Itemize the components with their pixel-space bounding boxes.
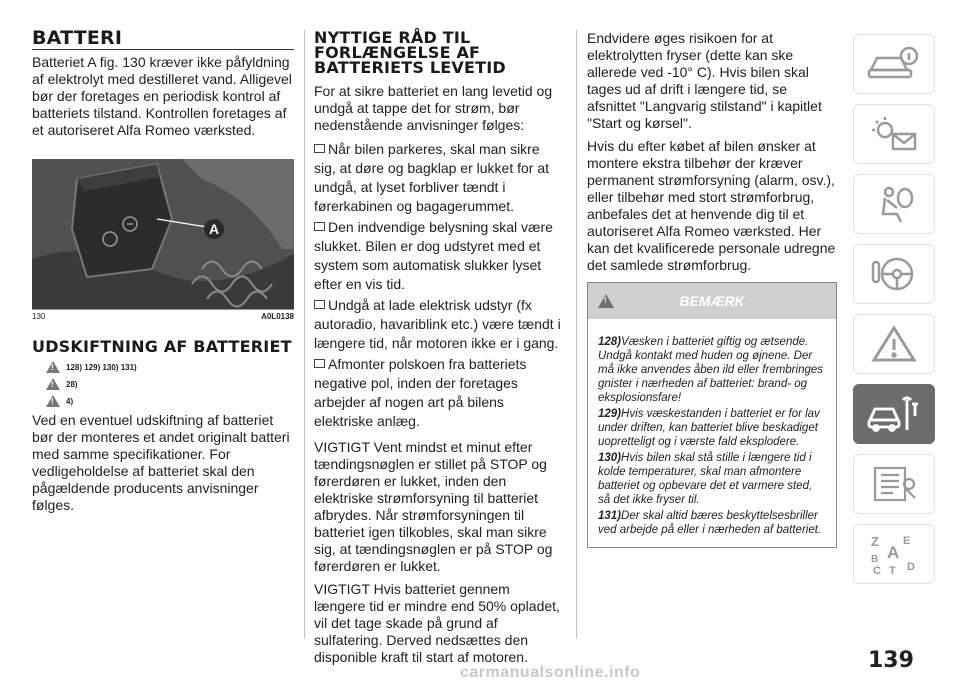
section-heading-tips: NYTTIGE RÅD TIL FORLÆNGELSE AF BATTERIETS LEVETID <box>314 28 506 77</box>
dashboard-lights-icon <box>867 114 921 154</box>
bullet-box-icon <box>314 222 325 231</box>
section-heading-battery: BATTERI <box>32 30 294 50</box>
svg-text:E: E <box>903 535 911 547</box>
svg-text:B: B <box>871 554 879 565</box>
starting-driving-icon <box>867 254 921 294</box>
column-right <box>587 30 837 548</box>
column-divider <box>576 30 577 638</box>
warning-ref-text: 4) <box>66 396 74 406</box>
warning-ref-text: 28) <box>66 379 78 389</box>
note-text: Hvis bilen skal stå stille i længere tid i kolde temperaturer, skal man afmontere batteriet og opbevare det et varmere sted, så det ikke fryser til. <box>598 452 813 506</box>
warning-reference <box>46 378 294 390</box>
svg-text:D: D <box>907 561 915 573</box>
replacement-body-text: Ved en eventuel udskiftning af batteriet bør der monteres et andet originalt batteri med samme specifikationer. For vedligeholdelse af batteriet skal den pågældende producents anvisninger følges. <box>32 412 290 513</box>
tip-bullet-text: Når bilen parkeres, skal man sikre sig, at døre og bagklap er lukket for at undgå, at lyset forbliver tændt i førerkabinen og bagagerummet. <box>314 141 550 214</box>
note-number: 129) <box>598 408 622 420</box>
tips-intro-text: For at sikre batteriet en lang levetid og undgå at tappe det for strøm, bør nedenstående anvisninger følges: <box>314 83 553 133</box>
column-left <box>32 27 294 520</box>
important-paragraph-2: VIGTIGT Hvis batteriet gennem længere tid er mindre end 50% opladet, vil det tage skade på grund af sulfatering. Derved nedsættes den disponible kraft til start af motoren. <box>314 581 560 665</box>
note-header <box>588 283 836 319</box>
warning-triangle-icon <box>867 324 921 364</box>
tip-bullet-text: Den indvendige belysning skal være slukket. Bilen er dog udstyret med et system som automatisk slukker lyset efter en vis tid. <box>314 219 553 292</box>
note-item <box>598 509 826 537</box>
tab-maintenance[interactable] <box>853 384 935 444</box>
tab-technical-data[interactable] <box>853 454 935 514</box>
tab-emergency[interactable] <box>853 314 935 374</box>
tip-bullet <box>314 140 562 216</box>
warning-triangle-icon <box>598 294 614 308</box>
svg-text:T: T <box>889 565 896 576</box>
note-number: 128) <box>598 336 622 348</box>
tip-bullet-text: Afmonter polskoen fra batteriets negative pol, inden der foretages arbejder af nogen art på bilens elektriske anlæg. <box>314 356 527 429</box>
note-item <box>598 335 826 405</box>
note-item <box>598 407 826 449</box>
tab-dashboard-lights[interactable] <box>853 104 935 164</box>
watermark: carmanualsonline.info <box>460 664 641 681</box>
warning-reference <box>46 361 294 373</box>
svg-text:Z: Z <box>871 534 879 549</box>
safety-airbag-icon <box>867 184 921 224</box>
bullet-box-icon <box>314 144 325 153</box>
note-number: 130) <box>598 452 622 464</box>
warning-reference <box>46 395 294 407</box>
tab-car-info[interactable] <box>853 34 935 94</box>
warning-triangle-icon <box>46 361 60 373</box>
column-divider <box>304 30 305 638</box>
car-info-icon <box>867 44 921 84</box>
page-number: 139 <box>868 648 914 673</box>
tip-bullet <box>314 355 562 431</box>
index-icon <box>867 532 921 576</box>
figure-caption <box>32 309 294 321</box>
battery-illustration <box>32 159 294 309</box>
photo-label-a: A <box>208 221 220 237</box>
note-title: BEMÆRK <box>679 293 745 309</box>
technical-data-icon <box>867 464 921 504</box>
maintenance-icon <box>867 394 921 434</box>
figure-number: 130 <box>32 312 46 321</box>
tip-bullet <box>314 218 562 294</box>
note-box <box>587 282 837 548</box>
bullet-box-icon <box>314 359 325 368</box>
bullet-box-icon <box>314 300 325 309</box>
warning-ref-text: 128) 129) 130) 131) <box>66 362 137 372</box>
note-text: Hvis væskestanden i batteriet er for lav under driften, kan batteriet blive beskadiget uopretteligt og i værste fald eksplodere. <box>598 408 820 448</box>
figure-code: A0L0138 <box>261 312 294 321</box>
chapter-sidebar <box>853 34 933 594</box>
accessories-paragraph: Hvis du efter købet af bilen ønsker at montere ekstra tilbehør der kræver permanent strømforsyning (alarm, osv.), eller tilbehør med stort strømforbrug, anbefales det at henvende dig til et autoriseret Alfa Romeo værksted. Her kan det kvalificerede personale udregne det samlede strømforbrug. <box>587 138 836 273</box>
tab-safety[interactable] <box>853 174 935 234</box>
note-number: 131) <box>598 510 622 522</box>
note-body <box>588 319 836 547</box>
tip-bullet <box>314 296 562 353</box>
note-text: Væsken i batteriet giftig og ætsende. Undgå kontakt med huden og øjnene. Der må ikke anvendes åben ild eller frembringes gnister i nærheden af batteriet: brand- og eksplosionsfare! <box>598 336 824 404</box>
warning-triangle-icon <box>46 395 60 407</box>
battery-intro-text: Batteriet A fig. 130 kræver ikke påfyldning af elektrolyt med destilleret vand. Alligevel bør der foretages en periodisk kontrol af batteriets tilstand. Kontrollen foretages af et autoriseret Alfa Romeo værksted. <box>32 54 292 138</box>
section-heading-replacement: UDSKIFTNING AF BATTERIET <box>32 337 292 356</box>
svg-text:A: A <box>887 543 900 562</box>
frost-paragraph: Endvidere øges risikoen for at elektrolytten fryser (dette kan ske allerede ved -10° C). Hvis bilen skal tages ud af drift i længere tid, se afsnittet "Langvarig stilstand" i kapitlet "Start og kørsel". <box>587 30 822 131</box>
column-middle <box>314 30 562 672</box>
note-item <box>598 451 826 507</box>
note-text: Der skal altid bæres beskyttelsesbriller ved arbejde på eller i nærheden af batteriet. <box>598 510 822 536</box>
tab-starting-driving[interactable] <box>853 244 935 304</box>
battery-photo <box>32 159 294 309</box>
svg-text:C: C <box>873 565 881 576</box>
important-paragraph-1: VIGTIGT Vent mindst et minut efter tændingsnøglen er stillet på STOP og førerdøren er lukket, inden den elektriske strømforsyning til batteriet afbrydes. Når strømforsyningen til batteriet igen tilkobles, skal man sikre sig, at tændingsnøglen er på STOP og førerdøren er lukket. <box>314 439 553 574</box>
warning-triangle-icon <box>46 378 60 390</box>
tab-index[interactable] <box>853 524 935 584</box>
tip-bullet-text: Undgå at lade elektrisk udstyr (fx autoradio, havariblink etc.) være tændt i længere tid, når motoren ikke er i gang. <box>314 297 561 351</box>
